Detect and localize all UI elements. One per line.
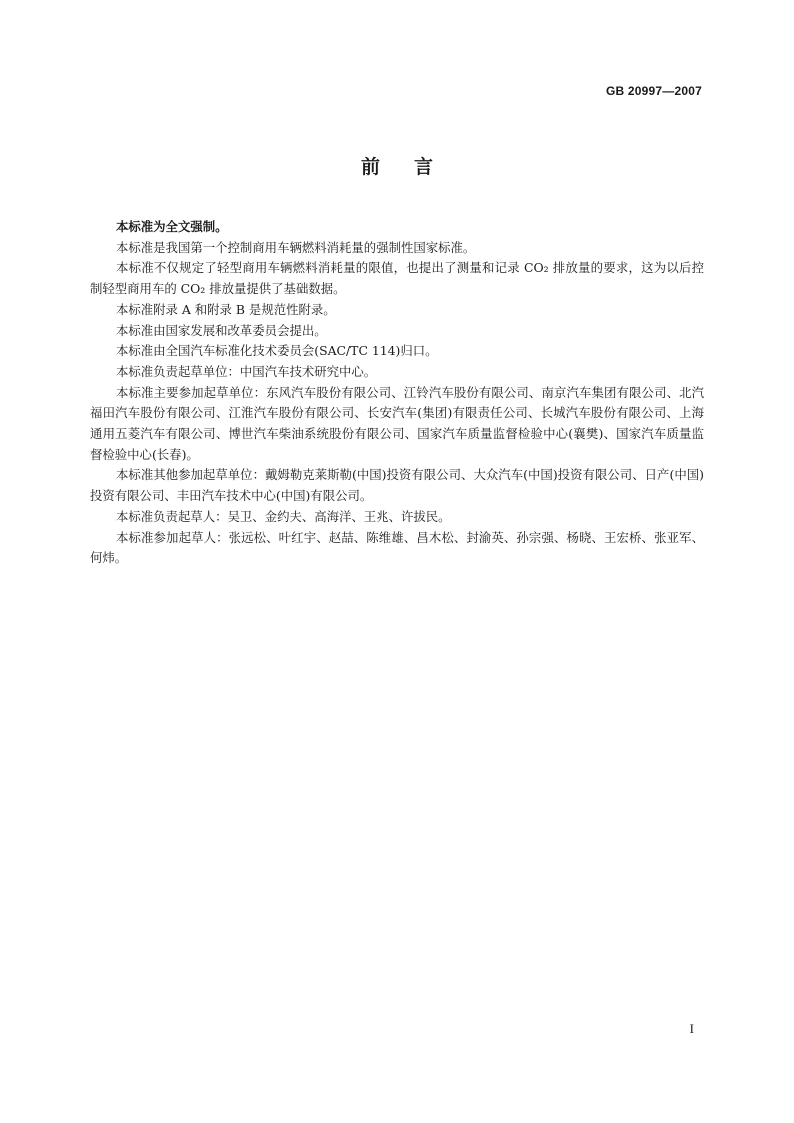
paragraph-proposed-by: 本标准由国家发展和改革委员会提出。 — [116, 322, 327, 338]
paragraph-participating-drafters: 本标准参加起草人：张远松、叶红宇、赵喆、陈维雄、昌木松、封渝英、孙宗强、杨晓、王宏桥、张亚军、何炜。 — [90, 529, 704, 566]
foreword-body — [90, 217, 704, 569]
paragraph-other-participants: 本标准其他参加起草单位：戴姆勒克莱斯勒(中国)投资有限公司、大众汽车(中国)投资有限公司、日产(中国)投资有限公司、丰田汽车技术中心(中国)有限公司。 — [90, 467, 704, 504]
paragraph-first-standard: 本标准是我国第一个控制商用车辆燃料消耗量的强制性国家标准。 — [116, 239, 476, 255]
paragraph-mandatory: 本标准为全文强制。 — [116, 219, 228, 234]
paragraph-lead-drafter-unit: 本标准负责起草单位：中国汽车技术研究中心。 — [116, 363, 377, 379]
page-title: 前言 — [360, 156, 467, 178]
standard-number: GB 20997—2007 — [606, 84, 702, 98]
paragraph-co2: 本标准不仅规定了轻型商用车辆燃料消耗量的限值，也提出了测量和记录 CO₂ 排放量的要求，这为以后控制轻型商用车的 CO₂ 排放量提供了基础数据。 — [90, 260, 704, 297]
paragraph-main-participants: 本标准主要参加起草单位：东风汽车股份有限公司、江铃汽车股份有限公司、南京汽车集团有限公司、北汽福田汽车股份有限公司、江淮汽车股份有限公司、长安汽车(集团)有限责任公司、长城汽车股份有限公司、上海通用五菱汽车有限公司、博世汽车柴油系统股份有限公司、国家汽车质量监督检验中心(襄樊)、国家汽车质量监督检验中心(长春)。 — [90, 384, 704, 462]
page-number: I — [689, 1021, 694, 1036]
paragraph-lead-drafters: 本标准负责起草人：吴卫、金约夫、高海洋、王兆、许拔民。 — [116, 508, 451, 524]
paragraph-governed-by: 本标准由全国汽车标准化技术委员会(SAC/TC 114)归口。 — [116, 343, 438, 359]
paragraph-appendix: 本标准附录 A 和附录 B 是规范性附录。 — [116, 301, 336, 317]
